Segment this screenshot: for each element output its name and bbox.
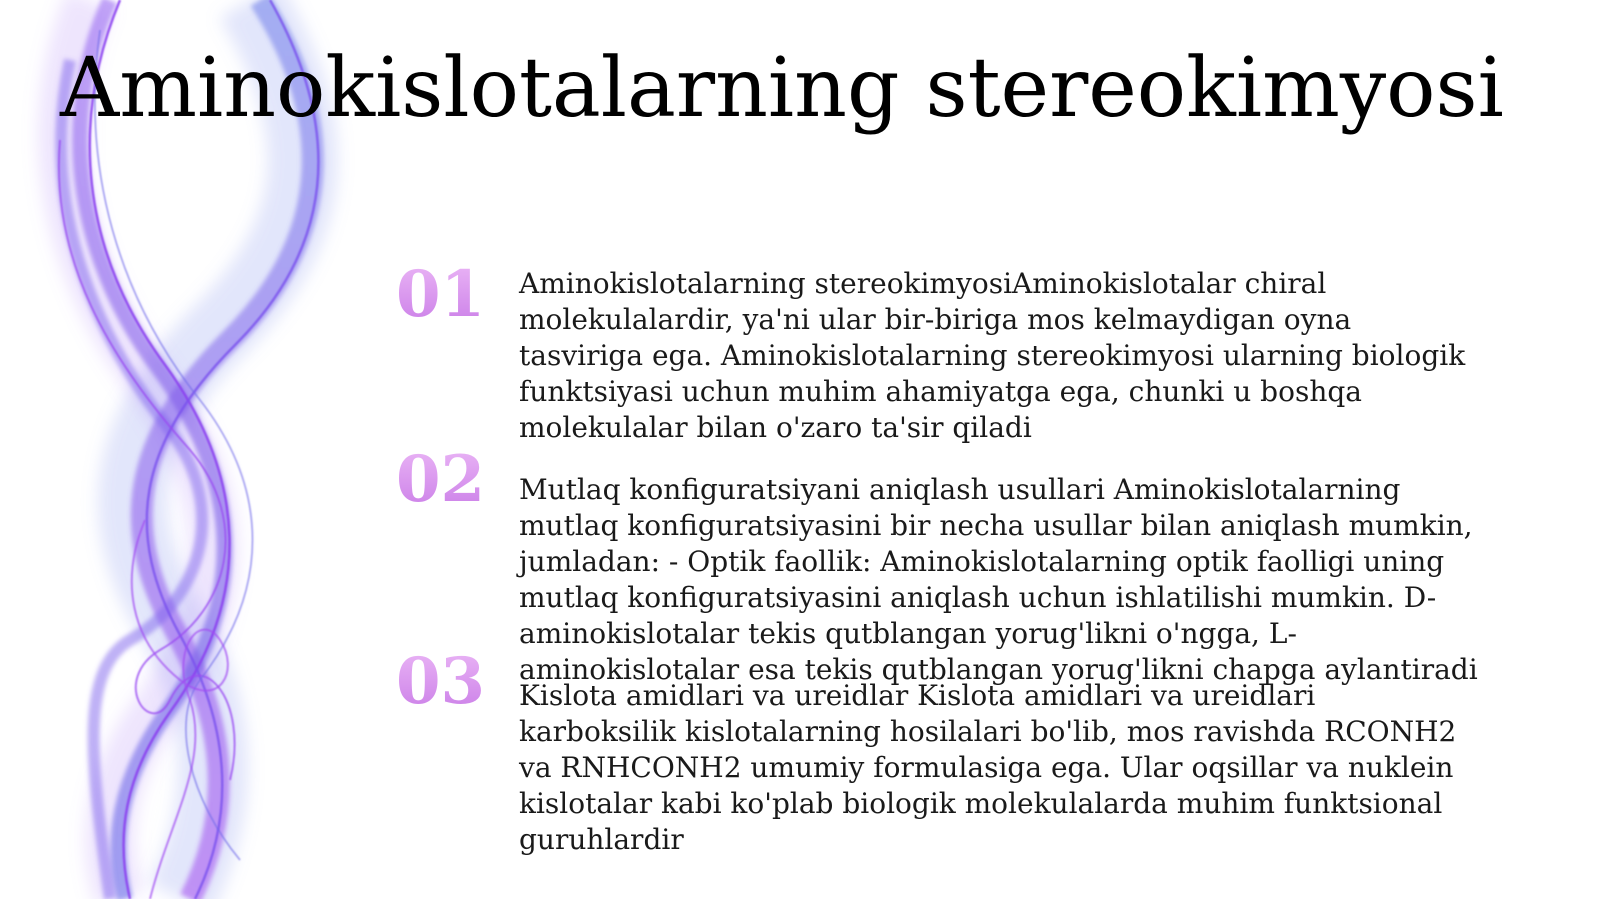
item-text-01: Aminokislotalarning stereokimyosiAminokislotalar chiral molekulalardir, ya'ni ular bir-biriga mos kelmaydigan oyna tasviriga ega. Aminokislotalarning stereokimyosi ularning biologik funktsiyasi uchun muhim ahamiyatga ega, chunki u boshqa molekulalar bilan o'zaro ta'sir qiladi bbox=[519, 267, 1466, 444]
slide-title: Aminokislotalarning stereokimyosi bbox=[60, 41, 1504, 136]
item-text-03: Kislota amidlari va ureidlar Kislota amidlari va ureidlari karboksilik kislotalarning hosilalari bo'lib, mos ravishda RCONH2 va RNHCONH2 umumiy formulasiga ega. Ular oqsillar va nuklein kislotalar kabi ko'plab biologik molekulalarda muhim funktsional guruhlardir bbox=[519, 679, 1457, 856]
item-text-02: Mutlaq konfiguratsiyani aniqlash usullari Aminokislotalarning mutlaq konfiguratsiyasini bir necha usullar bilan aniqlash mumkin, jumladan: - Optik faollik: Aminokislotalarning optik faolligi uning mutlaq konfiguratsiyasini aniqlash uchun ishlatilishi mumkin. D-aminokislotalar tekis qutblangan yorug'likni o'ngga, L-aminokislotalar esa tekis qutblangan yorug'likni chapga aylantiradi bbox=[519, 473, 1478, 686]
item-number-02: 02 bbox=[396, 442, 486, 517]
item-number-03: 03 bbox=[396, 644, 486, 719]
item-number-01: 01 bbox=[396, 257, 486, 332]
